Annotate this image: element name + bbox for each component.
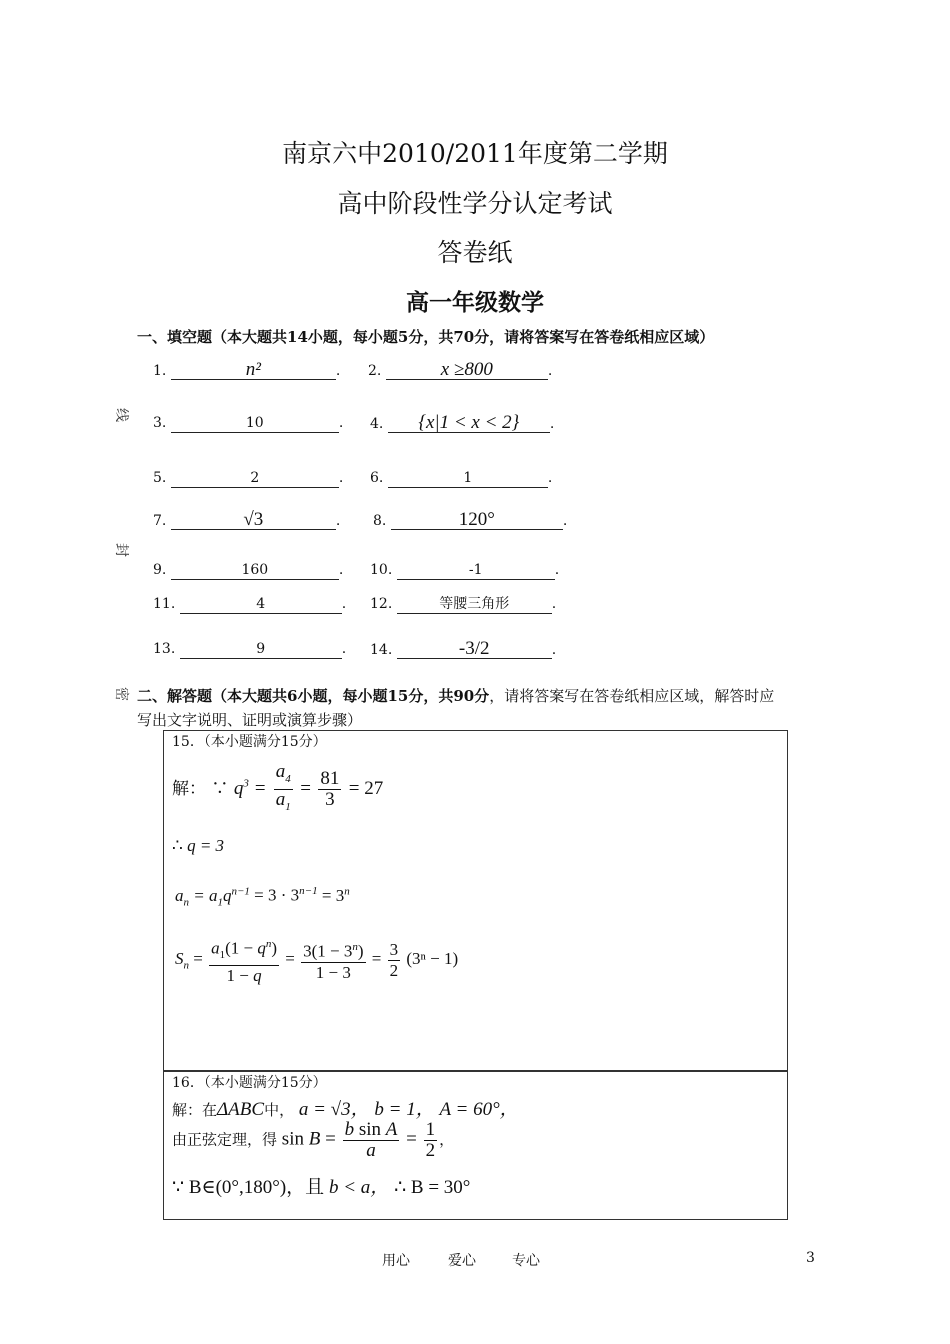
q15-line4: $S_n$ = $\frac{a_1(1 - q^n)}{1 - q}$ = $\frac{3(1 - 3^n)}{1 - 3}$ = $\frac{3}{2}$ (3ⁿ − 1) bbox=[175, 934, 458, 986]
answer-number: 13. bbox=[153, 641, 176, 657]
answer-value: x ≥800 bbox=[386, 355, 548, 380]
q16-line2: 由正弦定理，得 sin B = $\frac{\text{b sin A}}{a}$ = $\frac{1}{2}$ ， bbox=[172, 1119, 455, 1161]
answer-number: 6. bbox=[370, 470, 384, 486]
answer-value: -1 bbox=[397, 561, 555, 580]
answer-value: 2 bbox=[171, 469, 339, 488]
answer-number: 3. bbox=[153, 415, 167, 431]
answer-value: 1 bbox=[388, 469, 548, 488]
q16-a-value: a = √3， bbox=[298, 1099, 370, 1120]
q16-b-lt-a: b < a， bbox=[328, 1177, 390, 1198]
q16-triangle: ΔABC bbox=[217, 1099, 265, 1120]
answer-number: 5. bbox=[153, 470, 167, 486]
section2-title-bold: 二、解答题（本大题共6小题，每小题15分，共90分 bbox=[137, 687, 490, 705]
answer-14: 14. -3/2 . bbox=[370, 638, 557, 659]
answer-6: 6. 1 . bbox=[370, 470, 553, 486]
answer-number: 9. bbox=[153, 562, 167, 578]
answer-4: 4. {x|1 < x < 2} . bbox=[370, 412, 555, 433]
answer-3: 3. 10 . bbox=[153, 415, 344, 431]
q15-line3: $a_n = a_1q^{n-1} = 3 \cdot 3^{n-1} = 3^n$ bbox=[175, 885, 350, 909]
answer-10: 10. -1 . bbox=[370, 562, 560, 578]
answer-value: {x|1 < x < 2} bbox=[388, 414, 550, 433]
answer-9: 9. 160 . bbox=[153, 562, 344, 578]
q15-solve-label: 解： bbox=[172, 778, 206, 799]
q16-line1 bbox=[172, 1094, 519, 1121]
q15-an-mid: = 3 · 3 bbox=[254, 885, 300, 905]
because-symbol: ∵ bbox=[211, 778, 229, 799]
exam-title-line2: 高中阶段性学分认定考试 bbox=[337, 189, 613, 218]
answer-number: 8. bbox=[373, 513, 387, 529]
page-number: 3 bbox=[806, 1250, 815, 1266]
section2-title-rest: ，请将答案写在答卷纸相应区域，解答时应 bbox=[489, 687, 775, 705]
q15-frac-3-2: $\frac{3}{2}$ bbox=[389, 939, 399, 980]
answer-8: 8. 120° . bbox=[373, 505, 567, 527]
footer-word-2: 爱心 bbox=[448, 1253, 476, 1269]
q16-mid: 中， bbox=[264, 1101, 295, 1119]
q16-B-result: ∴ B = 30° bbox=[394, 1177, 471, 1198]
q15-frac-sn2: $\frac{3(1 - 3^n)}{1 - 3}$ bbox=[301, 937, 365, 983]
answer-number: 2. bbox=[368, 363, 382, 379]
q15-frac-a4a1: $\frac{a_4}{a_1}$ bbox=[275, 761, 291, 813]
margin-mi: 密 bbox=[113, 687, 129, 701]
q16-solve-label: 解：在 bbox=[172, 1101, 218, 1119]
answer-7: 7. √3 . bbox=[153, 505, 340, 527]
answer-value: 120° bbox=[391, 505, 563, 530]
answer-value: √3 bbox=[171, 505, 336, 530]
answer-value: n² bbox=[171, 355, 336, 380]
answer-value: 10 bbox=[171, 414, 339, 433]
therefore-symbol: ∴ bbox=[172, 836, 183, 855]
q15-q-value: q = 3 bbox=[187, 836, 225, 855]
answer-1: 1. n² . bbox=[153, 355, 340, 377]
q16-b-value: b = 1， bbox=[374, 1099, 435, 1120]
q16-frac-bsinA-a: $\frac{\text{b sin A}}{a}$ bbox=[344, 1119, 398, 1161]
q16-header: 16．（本小题满分15分） bbox=[172, 1075, 327, 1091]
answer-number: 11. bbox=[153, 596, 176, 612]
footer-word-1: 用心 bbox=[382, 1253, 410, 1269]
answer-13: 13. 9 . bbox=[153, 641, 347, 657]
q16-range: ∵ B∈(0°,180°)，且 bbox=[172, 1177, 325, 1198]
footer-word-3: 专心 bbox=[512, 1253, 540, 1269]
answer-12: 12. 等腰三角形 . bbox=[370, 596, 557, 612]
answer-value: 4 bbox=[180, 595, 342, 614]
q15-sn-result: (3ⁿ − 1) bbox=[406, 948, 459, 968]
answer-number: 7. bbox=[153, 513, 167, 529]
subject-heading: 高一年级数学 bbox=[406, 289, 544, 316]
answer-value: 160 bbox=[171, 561, 339, 580]
exam-title-line1: 南京六中2010/2011年度第二学期 bbox=[282, 139, 668, 168]
q15-frac-81-3: $\frac{81}{3}$ bbox=[320, 767, 340, 810]
answer-value: -3/2 bbox=[397, 640, 552, 659]
margin-xian: 线 bbox=[113, 408, 129, 422]
q15-line1: 解： ∵ $q^3$ = $\frac{a_4}{a_1}$ = $\frac{81}{3}$ = 27 bbox=[172, 762, 383, 817]
answer-5: 5. 2 . bbox=[153, 470, 344, 486]
answer-value: 等腰三角形 bbox=[397, 595, 552, 614]
section1-title: 一、填空题（本大题共14小题，每小题5分，共70分，请将答案写在答卷纸相应区域） bbox=[137, 328, 715, 346]
q15-frac-sn1: $\frac{a_1(1 - q^n)}{1 - q}$ bbox=[209, 934, 279, 986]
q15-q3-result: = 27 bbox=[348, 777, 384, 799]
margin-feng: 封 bbox=[113, 543, 129, 557]
answer-value: 9 bbox=[180, 640, 342, 659]
answer-number: 1. bbox=[153, 363, 167, 379]
section2-title-line2: 写出文字说明、证明或演算步骤） bbox=[137, 711, 363, 729]
answer-number: 14. bbox=[370, 642, 393, 658]
answer-2: 2. x ≥800 . bbox=[368, 355, 552, 377]
q15-header: 15．（本小题满分15分） bbox=[172, 734, 327, 750]
q15-line2 bbox=[172, 836, 224, 856]
q16-A-value: A = 60°， bbox=[439, 1099, 519, 1120]
answer-number: 4. bbox=[370, 416, 384, 432]
q15-q3: $q^3$ = bbox=[233, 777, 267, 799]
q16-sine-rule-label: 由正弦定理，得 bbox=[172, 1130, 278, 1149]
exam-title-line3: 答卷纸 bbox=[437, 238, 513, 267]
answer-11: 11. 4 . bbox=[153, 596, 347, 612]
q16-frac-1-2: $\frac{1}{2}$ bbox=[425, 1119, 436, 1161]
q16-line3 bbox=[172, 1172, 470, 1199]
answer-number: 10. bbox=[370, 562, 393, 578]
answer-number: 12. bbox=[370, 596, 393, 612]
section2-title bbox=[137, 685, 774, 706]
